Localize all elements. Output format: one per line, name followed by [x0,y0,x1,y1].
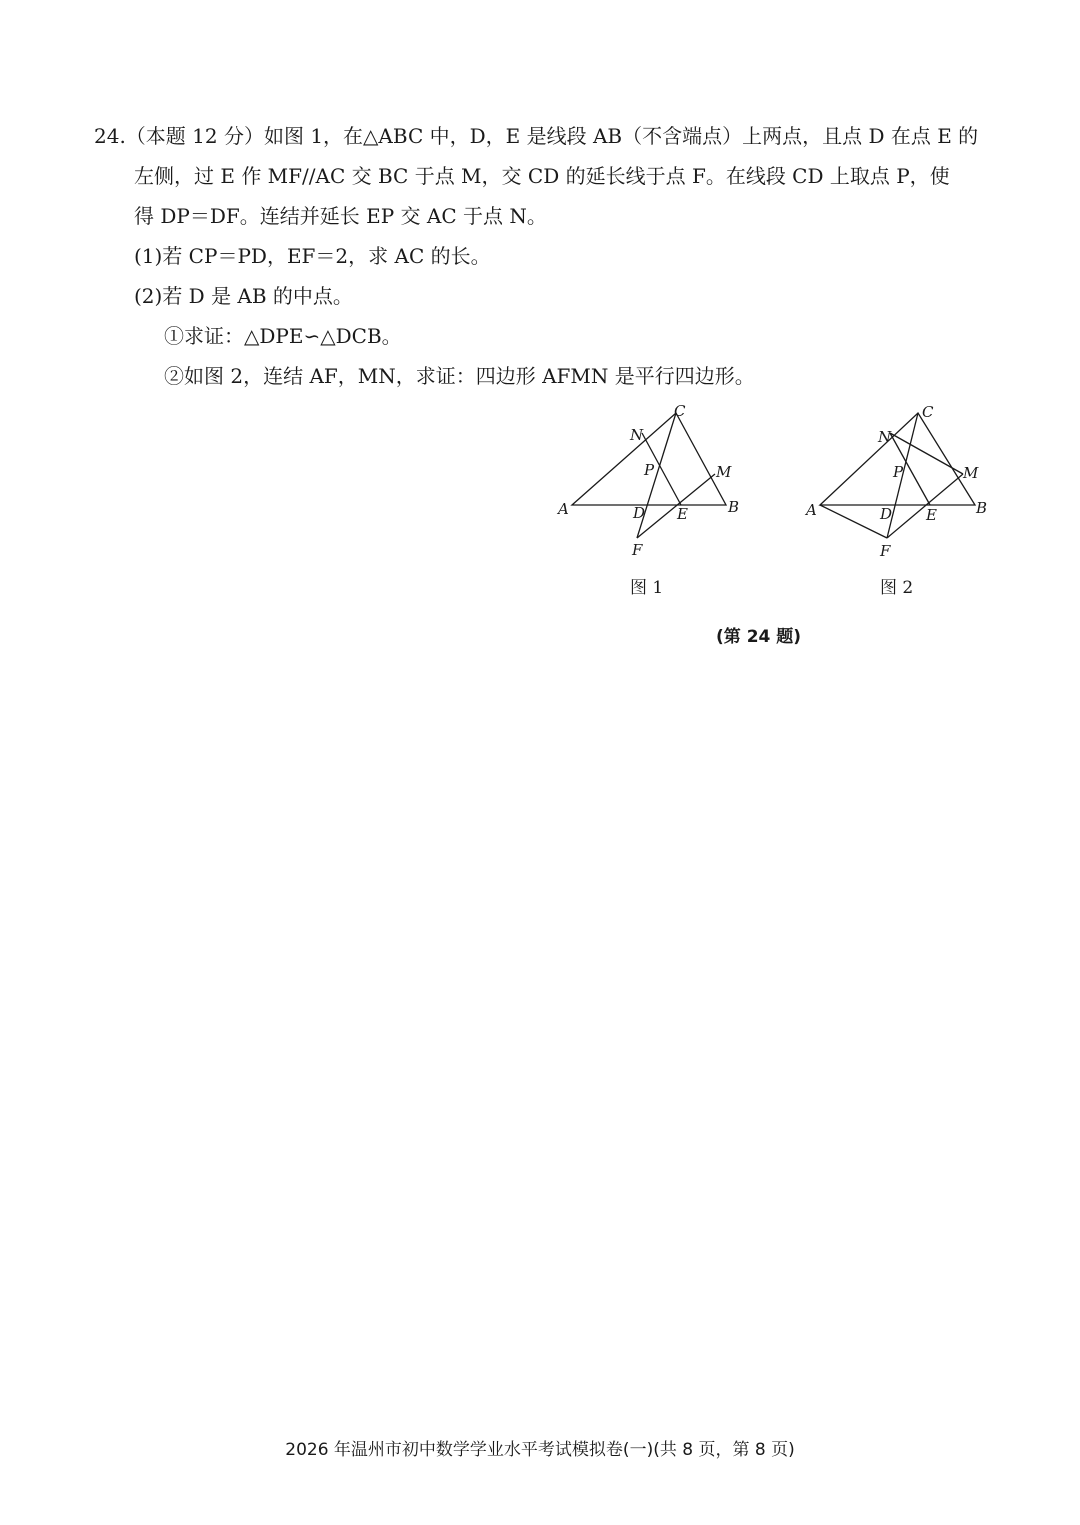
label-m-2: M [963,464,979,482]
label-m-1: M [716,463,732,481]
label-f-2: F [880,542,891,560]
triangle-abc-2 [820,413,975,505]
figure-2-labels [804,403,987,560]
label-p-1: P [644,461,655,479]
label-d-1: D [633,504,646,522]
question-label: (第 24 题) [716,627,802,647]
problem-24 [94,116,994,396]
label-b-1: B [728,498,740,516]
segment-m-f-2 [887,474,963,538]
figure-2-caption: 图 2 [880,578,914,598]
triangle-abc-1 [572,413,726,505]
label-p-2: P [893,463,904,481]
problem-statement-line-2: 左侧，过 E 作 MF//AC 交 BC 于点 M，交 CD 的延长线于点 F。在线段 CD 上取点 P，使 [134,164,950,188]
problem-statement-line-3: 得 DP＝DF。连结并延长 EP 交 AC 于点 N。 [134,204,547,228]
problem-statement-line-1: 24.（本题 12 分）如图 1，在△ABC 中，D，E 是线段 AB（不含端点）上两点，且点 D 在点 E 的 [94,124,979,148]
label-c-1: C [674,402,686,420]
label-d-2: D [880,505,893,523]
segment-a-f-2 [820,505,887,538]
part-2-ii: ②如图 2，连结 AF，MN，求证：四边形 AFMN 是平行四边形。 [164,364,755,388]
figure-1-caption: 图 1 [630,578,664,598]
figures [550,395,1000,605]
label-a-1: A [558,500,569,518]
part-2: (2)若 D 是 AB 的中点。 [134,284,353,308]
label-c-2: C [922,403,934,421]
part-1: (1)若 CP＝PD，EF＝2，求 AC 的长。 [134,244,491,268]
label-n-2: N [878,428,892,446]
label-a-2: A [806,501,817,519]
page-footer: 2026 年温州市初中数学学业水平考试模拟卷(一)(共 8 页，第 8 页) [285,1440,795,1460]
figure-1-labels [556,402,739,559]
label-f-1: F [632,541,643,559]
part-2-i: ①求证：△DPE∽△DCB。 [164,324,402,348]
label-b-2: B [976,499,988,517]
segment-m-f-1 [637,474,715,538]
figures-svg [550,395,1000,605]
label-e-1: E [677,505,688,523]
label-e-2: E [926,506,937,524]
label-n-1: N [630,426,644,444]
